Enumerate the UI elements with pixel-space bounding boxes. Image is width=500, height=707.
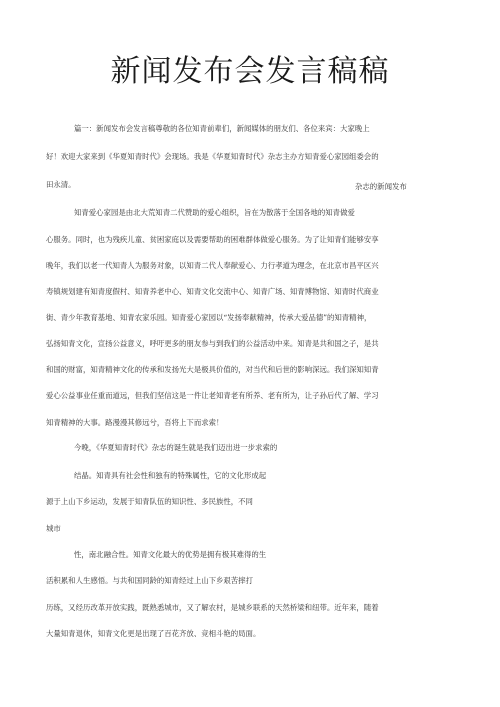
- paragraph-line: 今晚，《华夏知青时代》杂志的诞生就是我们迈出进一步求索的: [74, 443, 278, 452]
- paragraph-line: 知青精神的大事。路漫漫其修远兮，吾将上下而求索！: [46, 418, 224, 427]
- paragraph-line: 街、青少年教育基地、知青农家乐园。知青爱心家园以“发扬奉献精神，传承大爱品德”的知青精神，: [46, 313, 372, 322]
- paragraph-line: 爱心公益事业任重而道远，但我们坚信这是一件让老知青老有所养、老有所为，让子孙后代了解、学习: [46, 391, 379, 400]
- paragraph-line: 知青爱心家园是由北大荒知青二代赞助的爱心组织，旨在为散落于全国各地的知青做爱: [74, 208, 355, 217]
- paragraph-line: 田永清。: [46, 180, 76, 189]
- paragraph-line: 城市: [46, 524, 61, 533]
- paragraph-line: 杂志的新闻发布: [355, 182, 407, 191]
- paragraph-line: 寿镇规划建有知青度假村、知青养老中心、知青文化交流中心、知青广场、知青博物馆、知青时代商业: [46, 287, 379, 296]
- paragraph-line: 晚年，我们以老一代知青人为服务对象，以知青二代人奉献爱心、力行孝道为理念，在北京市昌平区兴: [46, 261, 379, 270]
- paragraph-line: 弘扬知青文化，宣扬公益意义，呼吁更多的朋友参与到我们的公益活动中来。知青是共和国之子，是共: [46, 339, 379, 348]
- paragraph-line: 源于上山下乡运动，发展于知青队伍的知识性、多民族性，不同: [46, 497, 253, 506]
- paragraph-line: 和国的财富，知青精神文化的传承和发扬光大是极具价值的，对当代和后世的影响深远。我们深知知青: [46, 365, 379, 374]
- paragraph-line: 好！欢迎大家来到《华夏知青时代》会现场。我是《华夏知青时代》杂志主办方知青爱心家园组委会的: [46, 152, 379, 161]
- document-title: 新闻发布会发言稿稿: [110, 54, 390, 89]
- paragraph-line: 心服务。同时，也为残疾儿童、贫困家庭以及需要帮助的困难群体做爱心服务。为了让知青们能够安享: [46, 235, 379, 244]
- paragraph-line: 结晶。知青具有社会性和独有的特殊属性，它的文化形成起: [74, 471, 267, 480]
- paragraph-line: 大量知青退休，知青文化更是出现了百花齐放、竞相斗艳的局面。: [46, 629, 261, 638]
- paragraph-line: 性，南北融合性。知青文化最大的优势是拥有极其难得的生: [74, 550, 267, 559]
- paragraph-line: 篇一：新闻发布会发言稿尊敬的各位知青前辈们，新闻媒体的朋友们、各位来宾：大家晚上: [74, 124, 370, 133]
- paragraph-line: 历练，又经历改革开放实践，既熟悉城市，又了解农村，是城乡联系的天然桥梁和纽带。近年来，随着: [46, 603, 379, 612]
- paragraph-line: 活积累和人生感悟。与共和国同龄的知青经过上山下乡艰苦摔打: [46, 576, 253, 585]
